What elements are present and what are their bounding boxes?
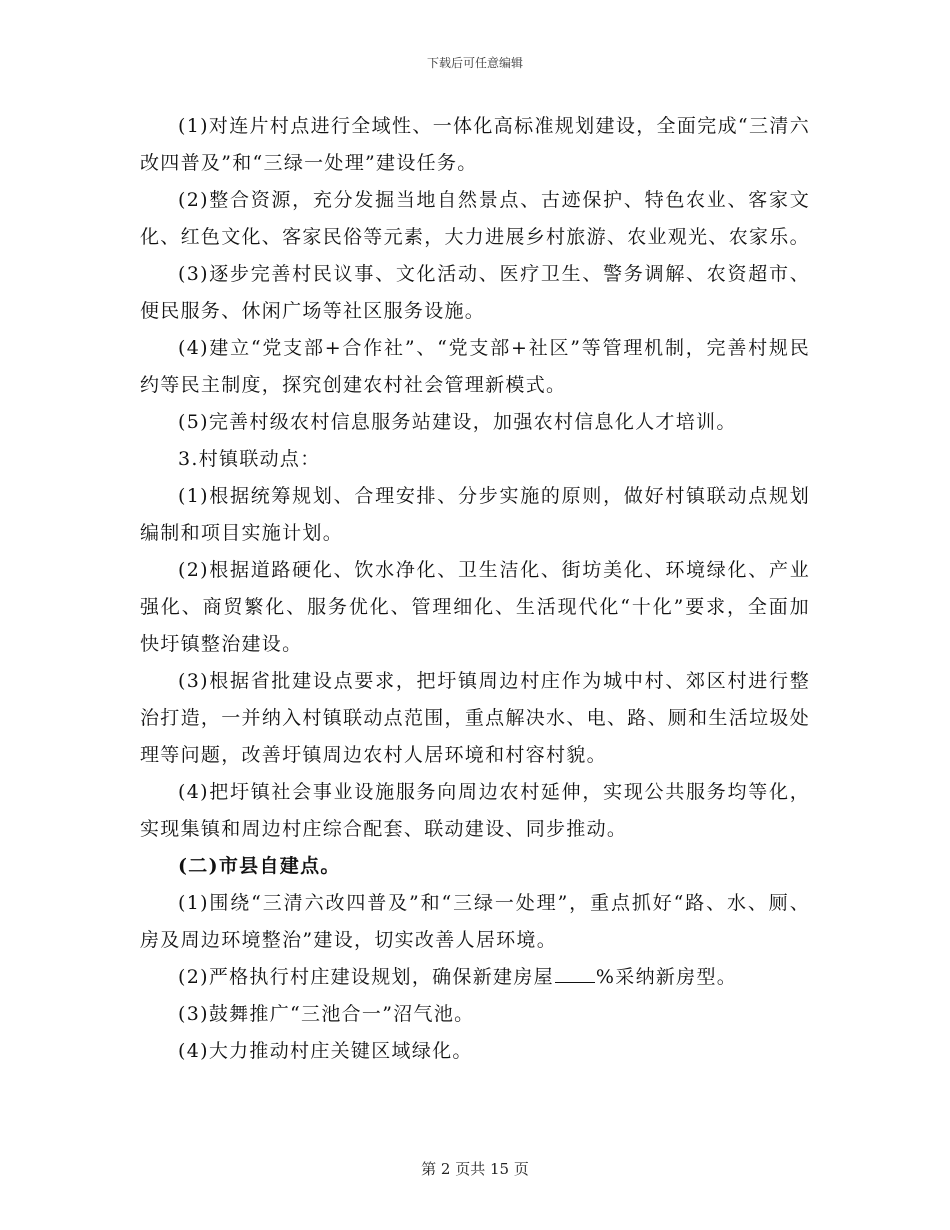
paragraph-11-after: %采纳新房型。 [595, 966, 738, 988]
paragraph-8: (3)根据省批建设点要求，把圩镇周边村庄作为城中村、郊区村进行整治打造，一并纳入村镇联动点范围，重点解决水、电、路、厕和生活垃圾处理等问题，改善圩镇周边农村人居环境和村容村貌。 [140, 670, 810, 766]
paragraph-1: (1)对连片村点进行全域性、一体化高标准规划建设，全面完成“三清六改四普及”和“三绿一处理”建设任务。 [140, 115, 810, 174]
paragraph-11 [140, 959, 810, 996]
paragraph-9: (4)把圩镇社会事业设施服务向周边农村延伸，实现公共服务均等化，实现集镇和周边村庄综合配套、联动建设、同步推动。 [140, 781, 810, 840]
page-footer: 第 2 页共 15 页 [421, 1160, 529, 1178]
paragraph-7: (2)根据道路硬化、饮水净化、卫生洁化、街坊美化、环境绿化、产业强化、商贸繁化、服务优化、管理细化、生活现代化“十化”要求，全面加快圩镇整治建设。 [140, 559, 810, 655]
paragraph-3: (3)逐步完善村民议事、文化活动、医疗卫生、警务调解、农资超市、便民服务、休闲广场等社区服务设施。 [140, 263, 810, 322]
section-heading-3: 3.村镇联动点： [178, 448, 321, 470]
paragraph-5: (5)完善村级农村信息服务站建设，加强农村信息化人才培训。 [178, 411, 737, 433]
fill-in-blank [555, 981, 595, 983]
document-body [140, 108, 810, 1070]
paragraph-6: (1)根据统筹规划、合理安排、分步实施的原则，做好村镇联动点规划编制和项目实施计划。 [140, 485, 810, 544]
paragraph-11-before: (2)严格执行村庄建设规划，确保新建房屋 [178, 966, 554, 988]
paragraph-12: (3)鼓舞推广“三池合一”沼气池。 [178, 1003, 475, 1025]
section-heading-2: (二)市县自建点。 [178, 855, 341, 877]
paragraph-13: (4)大力推动村庄关键区域绿化。 [178, 1040, 473, 1062]
paragraph-2: (2)整合资源，充分发掘当地自然景点、古迹保护、特色农业、客家文化、红色文化、客家民俗等元素，大力进展乡村旅游、农业观光、农家乐。 [140, 189, 810, 248]
paragraph-10: (1)围绕“三清六改四普及”和“三绿一处理”，重点抓好“路、水、厕、房及周边环境整治”建设，切实改善人居环境。 [140, 892, 810, 951]
paragraph-4: (4)建立“党支部+合作社”、“党支部+社区”等管理机制，完善村规民约等民主制度，探究创建农村社会管理新模式。 [140, 337, 810, 396]
page-header: 下载后可任意编辑 [426, 56, 523, 70]
